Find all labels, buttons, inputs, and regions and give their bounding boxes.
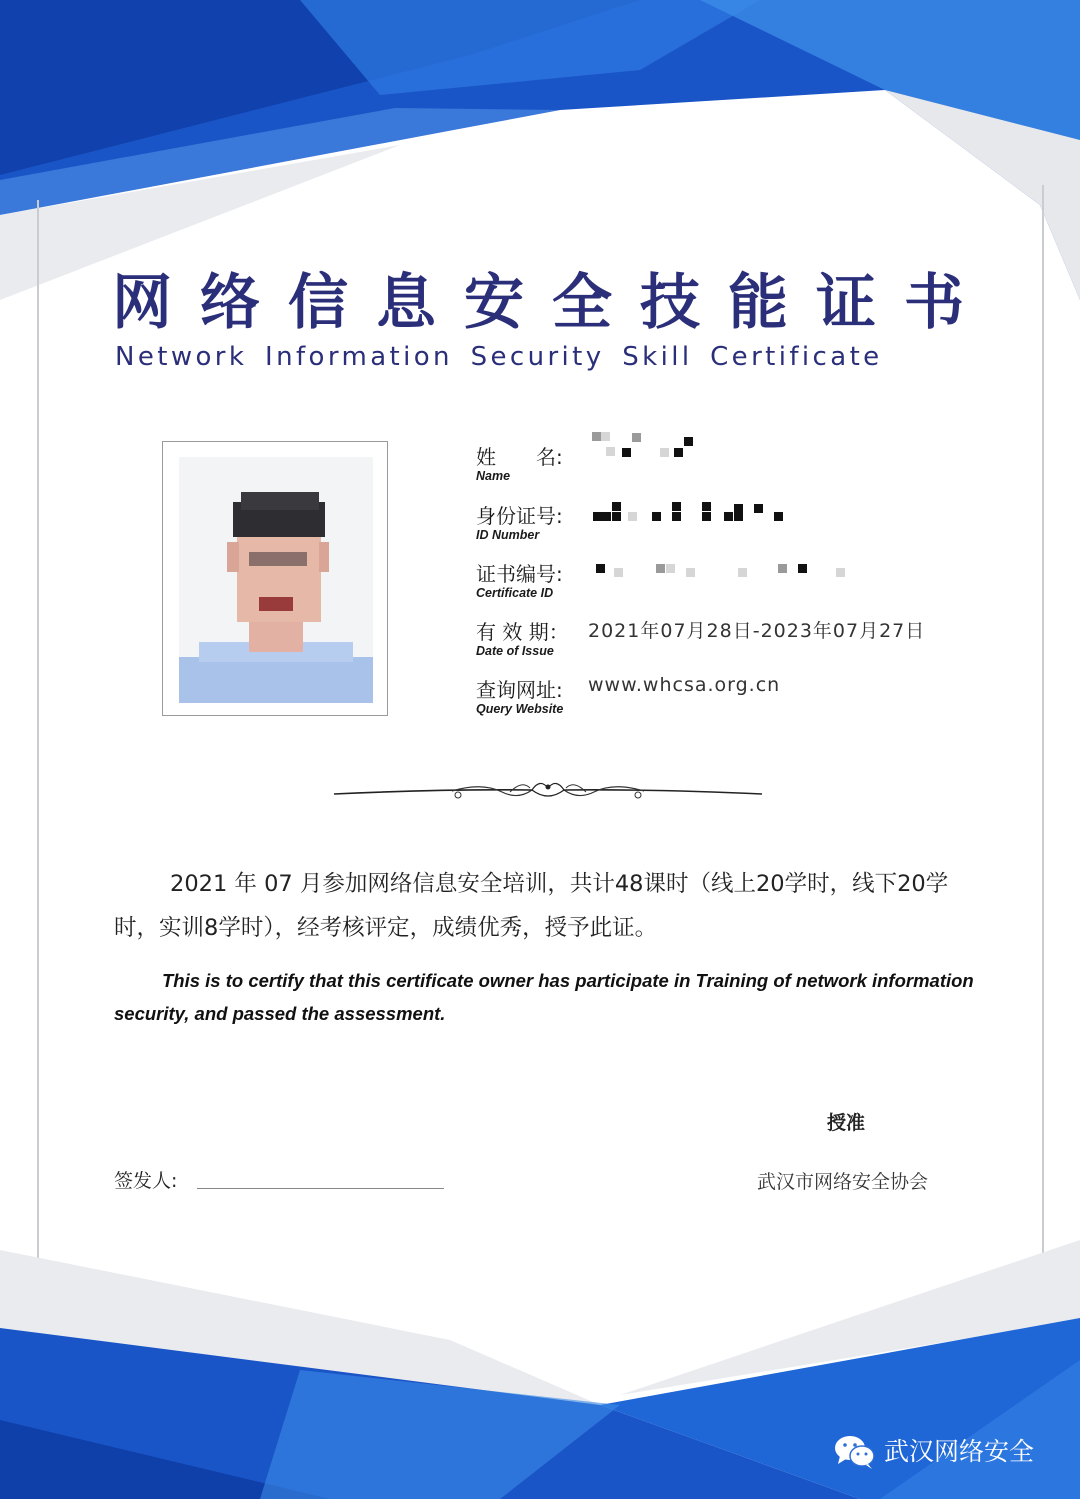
field-certificate-id-label: 证书编号:: [476, 562, 563, 586]
approve-label: 授准: [827, 1112, 866, 1134]
field-name-label-en: Name: [476, 469, 511, 483]
field-website-label: 查询网址:: [476, 678, 563, 702]
certificate-title-en: Network Information Security Skill Certificate: [115, 342, 883, 372]
field-id-number: [476, 500, 563, 542]
certificate-title-cn: 网络信息安全技能证书: [112, 268, 992, 338]
website-value[interactable]: www.whcsa.org.cn: [588, 674, 781, 696]
ornament-divider-icon: [332, 772, 764, 812]
certificate-body-cn: 2021 年 07 月参加网络信息安全培训，共计48课时（线上20学时，线下20学时，实训8学时），经考核评定，成绩优秀，授予此证。: [114, 871, 949, 941]
validity-value: 2021年07月28日-2023年07月27日: [588, 620, 926, 642]
field-website-label-en: Query Website: [476, 702, 564, 716]
field-id-number-label: 身份证号:: [476, 504, 563, 528]
certificate-body-en: This is to certify that this certificate owner has participate in Training of network information security, and passed the assessment.: [114, 970, 974, 1024]
field-certificate-id-label-en: Certificate ID: [476, 586, 554, 600]
field-name: [476, 441, 563, 483]
signer-signature-line: [197, 1188, 444, 1189]
pixelated-portrait-image: [179, 457, 373, 703]
field-website: [476, 674, 781, 716]
wechat-icon: [834, 1434, 876, 1470]
issuer-name: 武汉市网络安全协会: [757, 1171, 929, 1193]
field-id-number-label-en: ID Number: [476, 528, 540, 542]
holder-photo: [162, 441, 388, 716]
field-validity-label: 有 效 期：: [476, 620, 569, 644]
field-name-label: 姓 名:: [476, 445, 563, 469]
field-validity: [476, 616, 926, 658]
field-certificate-id: [476, 558, 563, 600]
signer-label: 签发人:: [114, 1170, 178, 1192]
field-validity-label-en: Date of Issue: [476, 644, 554, 658]
watermark-text: 武汉网络安全: [884, 1437, 1035, 1466]
